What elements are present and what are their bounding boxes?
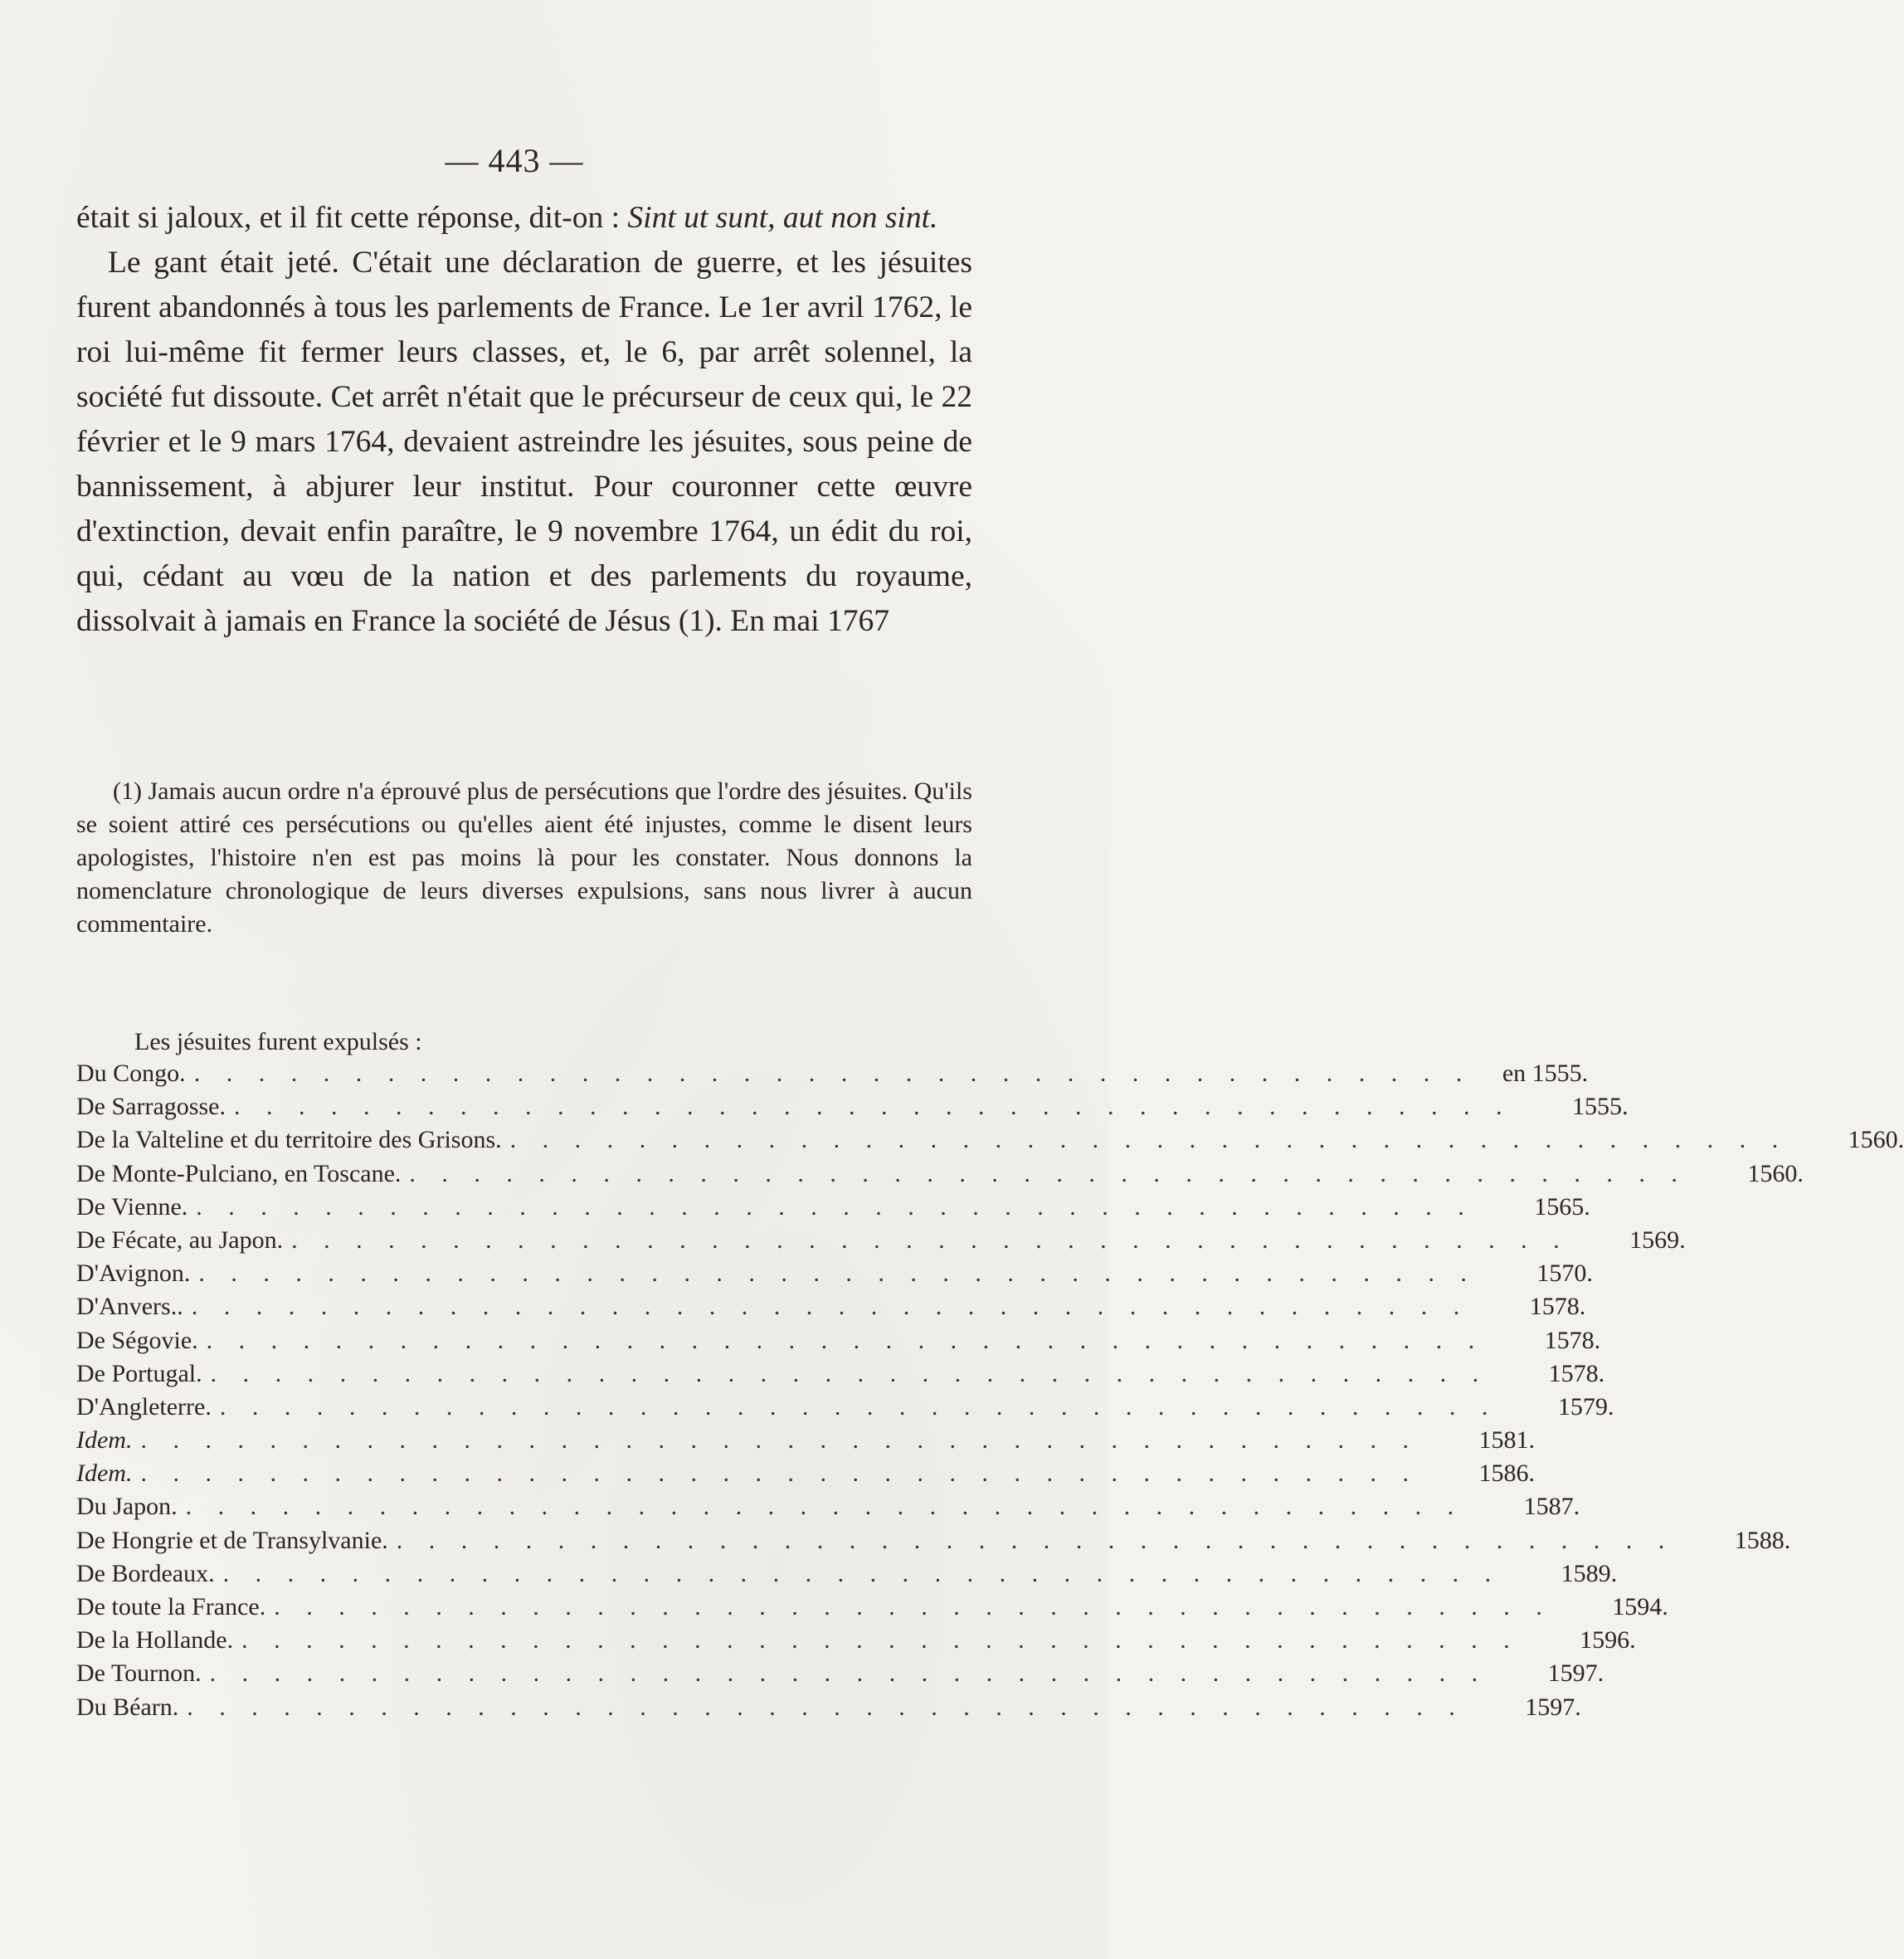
expulsion-place: De Bordeaux.: [76, 1559, 215, 1587]
expulsion-year: 1594.: [1612, 1593, 1668, 1620]
dot-leader: . . . . . . . . . . . . . . . . . . . . . . . . . . . . . . . . . . . . . . . .: [509, 1126, 1789, 1154]
expulsion-place: Idem.: [76, 1426, 133, 1455]
dot-leader: . . . . . . . . . . . . . . . . . . . . . . . . . . . . . . . . . . . . . . . .: [396, 1526, 1675, 1554]
expulsion-place: Idem.: [76, 1460, 133, 1488]
latin-quote: Sint ut sunt, aut non sint.: [627, 201, 938, 235]
expulsion-place: Du Congo.: [76, 1060, 186, 1087]
dot-leader: . . . . . . . . . . . . . . . . . . . . . . . . . . . . . . . . . . . . . . . .: [187, 1693, 1465, 1721]
dot-leader: . . . . . . . . . . . . . . . . . . . . . . . . . . . . . . . . . . . . . . . .: [206, 1326, 1485, 1354]
dot-leader: . . . . . . . . . . . . . . . . . . . . . . . . . . . . . . . . . . . . . . . .: [274, 1593, 1552, 1620]
dot-leader: . . . . . . . . . . . . . . . . . . . . . . . . . . . . . . . . . . . . . . . .: [196, 1192, 1474, 1221]
dot-leader: . . . . . . . . . . . . . . . . . . . . . . . . . . . . . . . . . . . . . . . .: [209, 1659, 1488, 1688]
list-item: [76, 1057, 1589, 1090]
expulsion-year: 1579.: [1557, 1392, 1614, 1421]
dot-leader: . . . . . . . . . . . . . . . . . . . . . . . . . . . . . . . . . . . . . . . .: [193, 1060, 1473, 1087]
paragraph-1-text: était si jaloux, et il fit cette réponse, dit-on :: [76, 201, 628, 235]
expulsion-place: De Ségovie.: [76, 1326, 198, 1354]
paragraph-2: Le gant était jeté. C'était une déclaration de guerre, et les jésuites furent abandonnés à tous les parlements de France. Le 1er avril 1762, le roi lui-même fit fermer leurs classes, et, le 6, par arrêt solennel, la société fut dissoute. Cet arrêt n'était que le précurseur de ceux qui, le 22 février et le 9 mars 1764, devaient astreindre les jésuites, sous peine de bannissement, à abjurer leur institut. Pour couronner cette œuvre d'extinction, devait enfin paraître, le 9 novembre 1764, un édit du roi, qui, cédant au vœu de la nation et des parlements du royaume, dissolvait à jamais en France la société de Jésus (1). En mai 1767: [76, 246, 972, 638]
expulsion-place: De Sarragosse.: [76, 1093, 226, 1121]
list-item: [76, 1424, 1535, 1457]
expulsion-place: Du Japon.: [76, 1493, 178, 1521]
list-item: [76, 1191, 1590, 1224]
expulsion-year: 1578.: [1529, 1293, 1586, 1321]
list-item: [76, 1123, 1904, 1157]
expulsion-year: 1587.: [1523, 1493, 1580, 1521]
list-item: [76, 1457, 1535, 1490]
list-item: [76, 1357, 1605, 1391]
expulsion-place: De la Valteline et du territoire des Grisons.: [76, 1126, 502, 1154]
expulsion-place: De Portugal.: [76, 1359, 202, 1387]
dot-leader: . . . . . . . . . . . . . . . . . . . . . . . . . . . . . . . . . . . . . . . .: [198, 1260, 1477, 1288]
list-item: [76, 1624, 1636, 1657]
footnote: [76, 775, 972, 941]
paragraph-1: [76, 196, 972, 241]
expulsion-place: De la Hollande.: [76, 1626, 234, 1654]
expulsion-place: De Tournon.: [76, 1659, 202, 1688]
list-item: [76, 1557, 1618, 1591]
expulsion-place: De Vienne.: [76, 1192, 188, 1221]
list-item: [76, 1257, 1593, 1290]
expulsion-year: 1560.: [1747, 1159, 1804, 1187]
main-text: [76, 196, 972, 644]
expulsion-year: 1578.: [1548, 1359, 1605, 1387]
dot-leader: . . . . . . . . . . . . . . . . . . . . . . . . . . . . . . . . . . . . . . . .: [241, 1626, 1520, 1654]
dot-leader: . . . . . . . . . . . . . . . . . . . . . . . . . . . . . . . . . . . . . . . .: [233, 1093, 1512, 1121]
expulsion-place: De toute la France.: [76, 1593, 266, 1620]
expulsion-place: Du Béarn.: [76, 1693, 179, 1721]
dot-leader: . . . . . . . . . . . . . . . . . . . . . . . . . . . . . . . . . . . . . . . .: [219, 1392, 1498, 1421]
expulsion-year: 1565.: [1534, 1192, 1590, 1221]
list-item: [76, 1524, 1791, 1557]
expulsion-year: 1586.: [1478, 1460, 1535, 1488]
expulsion-year: 1588.: [1734, 1526, 1791, 1554]
expulsion-year: 1581.: [1478, 1426, 1535, 1455]
list-item: [76, 1324, 1601, 1357]
expulsion-list: [76, 1057, 1904, 1724]
list-item: [76, 1691, 1581, 1724]
dot-leader: . . . . . . . . . . . . . . . . . . . . . . . . . . . . . . . . . . . . . . . .: [185, 1493, 1464, 1521]
dot-leader: . . . . . . . . . . . . . . . . . . . . . . . . . . . . . . . . . . . . . . . .: [140, 1460, 1419, 1488]
expulsion-year: en 1555.: [1502, 1060, 1589, 1087]
list-item: [76, 1090, 1629, 1123]
list-item: [76, 1657, 1605, 1690]
expulsion-place: D'Angleterre.: [76, 1392, 212, 1421]
dot-leader: . . . . . . . . . . . . . . . . . . . . . . . . . . . . . . . . . . . . . . . .: [291, 1226, 1570, 1254]
list-item: [76, 1224, 1686, 1257]
expulsion-year: 1589.: [1561, 1559, 1618, 1587]
list-item: [76, 1290, 1586, 1323]
expulsion-place: D'Avignon.: [76, 1260, 191, 1288]
dot-leader: . . . . . . . . . . . . . . . . . . . . . . . . . . . . . . . . . . . . . . . .: [191, 1293, 1470, 1321]
expulsion-place: De Hongrie et de Transylvanie.: [76, 1526, 388, 1554]
dot-leader: . . . . . . . . . . . . . . . . . . . . . . . . . . . . . . . . . . . . . . . .: [140, 1426, 1419, 1455]
expulsion-year: 1555.: [1571, 1093, 1629, 1121]
list-item: [76, 1157, 1804, 1191]
expulsion-year: 1597.: [1547, 1659, 1605, 1688]
expulsion-list-intro: Les jésuites furent expulsés :: [134, 1028, 422, 1055]
expulsion-year: 1596.: [1580, 1626, 1636, 1654]
footnote-text: (1) Jamais aucun ordre n'a éprouvé plus de persécutions que l'ordre des jésuites. Qu'ils se soient attiré ces persécutions ou qu'elles aient été injustes, comme le disent leurs apologistes, l'histoire n'en est pas moins là pour les constater. Nous donnons la nomenclature chronologique de leurs diverses expulsions, sans nous livrer à aucun commentaire.: [76, 777, 972, 938]
list-item: [76, 1391, 1614, 1424]
list-item: [76, 1490, 1580, 1523]
expulsion-year: 1560.: [1848, 1126, 1904, 1154]
expulsion-year: 1578.: [1544, 1326, 1601, 1354]
page-number: — 443 —: [445, 142, 584, 179]
list-item: [76, 1591, 1668, 1624]
expulsion-year: 1569.: [1629, 1226, 1686, 1254]
expulsion-place: D'Anvers..: [76, 1293, 183, 1321]
expulsion-place: De Fécate, au Japon.: [76, 1226, 284, 1254]
dot-leader: . . . . . . . . . . . . . . . . . . . . . . . . . . . . . . . . . . . . . . . .: [210, 1359, 1489, 1387]
dot-leader: . . . . . . . . . . . . . . . . . . . . . . . . . . . . . . . . . . . . . . . .: [222, 1559, 1502, 1587]
expulsion-year: 1597.: [1525, 1693, 1581, 1721]
expulsion-place: De Monte-Pulciano, en Toscane.: [76, 1159, 402, 1187]
expulsion-year: 1570.: [1536, 1260, 1593, 1288]
dot-leader: . . . . . . . . . . . . . . . . . . . . . . . . . . . . . . . . . . . . . . . .: [409, 1159, 1687, 1187]
